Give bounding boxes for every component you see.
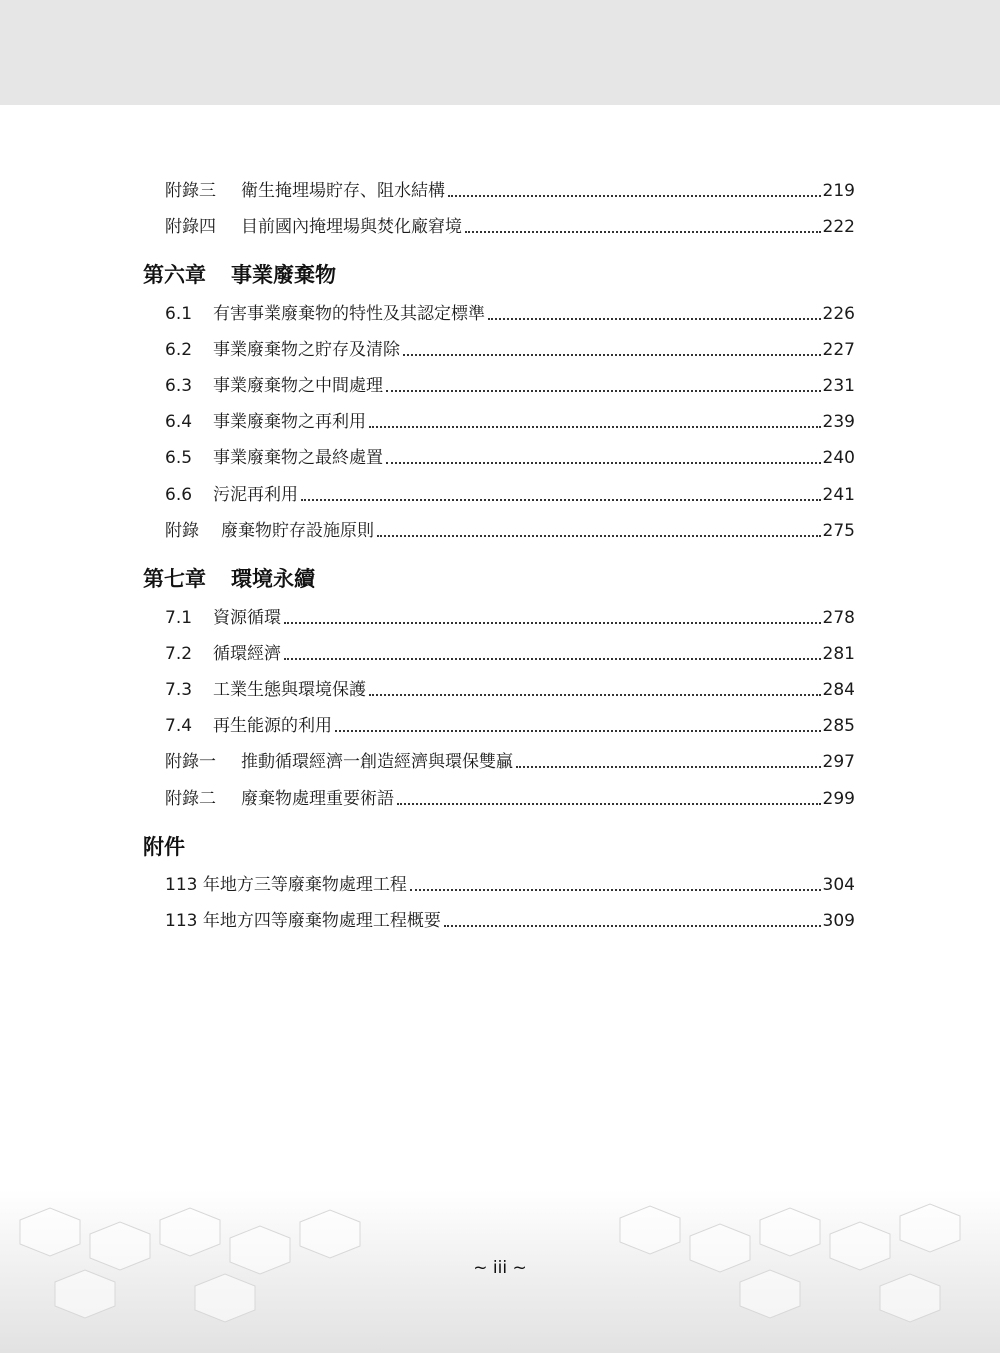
entry-title: 目前國內掩埋場與焚化廠窘境	[241, 217, 462, 237]
attachments-heading[interactable]	[143, 832, 185, 862]
toc-entry-6-2[interactable]	[165, 335, 855, 361]
dot-leader	[444, 925, 821, 927]
chapter-6-heading[interactable]	[143, 260, 336, 290]
entry-number: 7.4	[165, 716, 193, 736]
entry-label: 附錄三	[165, 181, 216, 201]
chapter-label: 第七章	[143, 566, 206, 591]
entry-page: 219	[822, 181, 855, 201]
entry-title: 事業廢棄物之再利用	[213, 412, 366, 432]
entry-page: 231	[822, 376, 855, 396]
entry-page: 304	[822, 875, 855, 895]
toc-entry-attachment-1[interactable]	[165, 870, 855, 896]
dot-leader	[377, 535, 821, 537]
entry-number: 7.3	[165, 680, 193, 700]
entry-title: 衛生掩埋場貯存、阻水結構	[241, 181, 445, 201]
dot-leader	[386, 462, 821, 464]
entry-title: 廢棄物貯存設施原則	[221, 521, 374, 541]
entry-title: 廢棄物處理重要術語	[241, 789, 394, 809]
toc-entry-6-4[interactable]	[165, 407, 855, 433]
toc-entry-6-6[interactable]	[165, 480, 855, 506]
entry-page: 239	[822, 412, 855, 432]
dot-leader	[516, 766, 821, 768]
entry-number: 6.5	[165, 448, 193, 468]
entry-page: 222	[822, 217, 855, 237]
entry-page: 299	[822, 789, 855, 809]
toc-entry-6-3[interactable]	[165, 371, 855, 397]
chapter-title: 事業廢棄物	[231, 262, 336, 287]
entry-title: 事業廢棄物之最終處置	[213, 448, 383, 468]
entry-title: 污泥再利用	[213, 485, 298, 505]
dot-leader	[369, 426, 821, 428]
entry-page: 278	[822, 608, 855, 628]
entry-page: 281	[822, 644, 855, 664]
entry-page: 309	[822, 911, 855, 931]
toc-entry-attachment-2[interactable]	[165, 906, 855, 932]
chapter-label: 第六章	[143, 262, 206, 287]
toc-entry-6-5[interactable]	[165, 443, 855, 469]
entry-title: 有害事業廢棄物的特性及其認定標準	[213, 304, 485, 324]
entry-number: 6.1	[165, 304, 193, 324]
entry-number: 7.2	[165, 644, 193, 664]
toc-entry-7-3[interactable]	[165, 675, 855, 701]
dot-leader	[448, 195, 821, 197]
entry-title: 事業廢棄物之貯存及清除	[213, 340, 400, 360]
entry-number: 6.2	[165, 340, 193, 360]
toc-entry-appendix-3[interactable]	[165, 176, 855, 202]
dot-leader	[284, 622, 821, 624]
entry-title: 113 年地方三等廢棄物處理工程	[165, 875, 407, 895]
entry-title: 事業廢棄物之中間處理	[213, 376, 383, 396]
chapter-7-heading[interactable]	[143, 564, 315, 594]
toc-entry-7-4[interactable]	[165, 711, 855, 737]
toc-entry-6-1[interactable]	[165, 299, 855, 325]
attachments-title: 附件	[143, 834, 185, 859]
entry-title: 推動循環經濟一創造經濟與環保雙贏	[241, 752, 513, 772]
entry-page: 227	[822, 340, 855, 360]
entry-page: 275	[822, 521, 855, 541]
entry-title: 資源循環	[213, 608, 281, 628]
entry-label: 附錄四	[165, 217, 216, 237]
entry-label: 附錄一	[165, 752, 216, 772]
entry-number: 6.4	[165, 412, 193, 432]
dot-leader	[465, 231, 821, 233]
dot-leader	[369, 694, 821, 696]
dot-leader	[397, 803, 821, 805]
chapter-title: 環境永續	[231, 566, 315, 591]
entry-number: 6.3	[165, 376, 193, 396]
dot-leader	[284, 658, 821, 660]
toc-entry-appendix-4[interactable]	[165, 212, 855, 238]
entry-number: 6.6	[165, 485, 193, 505]
entry-number: 7.1	[165, 608, 193, 628]
entry-label: 附錄	[165, 521, 199, 541]
toc-entry-ch6-appendix[interactable]	[165, 516, 855, 542]
entry-page: 241	[822, 485, 855, 505]
dot-leader	[403, 354, 821, 356]
entry-page: 285	[822, 716, 855, 736]
entry-title: 113 年地方四等廢棄物處理工程概要	[165, 911, 441, 931]
dot-leader	[488, 318, 821, 320]
dot-leader	[335, 730, 821, 732]
toc-entry-7-1[interactable]	[165, 603, 855, 629]
entry-label: 附錄二	[165, 789, 216, 809]
page-number: ~ iii ~	[473, 1258, 527, 1278]
entry-page: 226	[822, 304, 855, 324]
entry-title: 再生能源的利用	[213, 716, 332, 736]
toc-entry-ch7-appendix-1[interactable]	[165, 747, 855, 773]
entry-title: 循環經濟	[213, 644, 281, 664]
entry-title: 工業生態與環境保護	[213, 680, 366, 700]
entry-page: 284	[822, 680, 855, 700]
toc-entry-7-2[interactable]	[165, 639, 855, 665]
dot-leader	[386, 390, 821, 392]
dot-leader	[301, 499, 821, 501]
dot-leader	[410, 889, 821, 891]
header-band	[0, 0, 1000, 105]
entry-page: 297	[822, 752, 855, 772]
entry-page: 240	[822, 448, 855, 468]
toc-entry-ch7-appendix-2[interactable]	[165, 784, 855, 810]
